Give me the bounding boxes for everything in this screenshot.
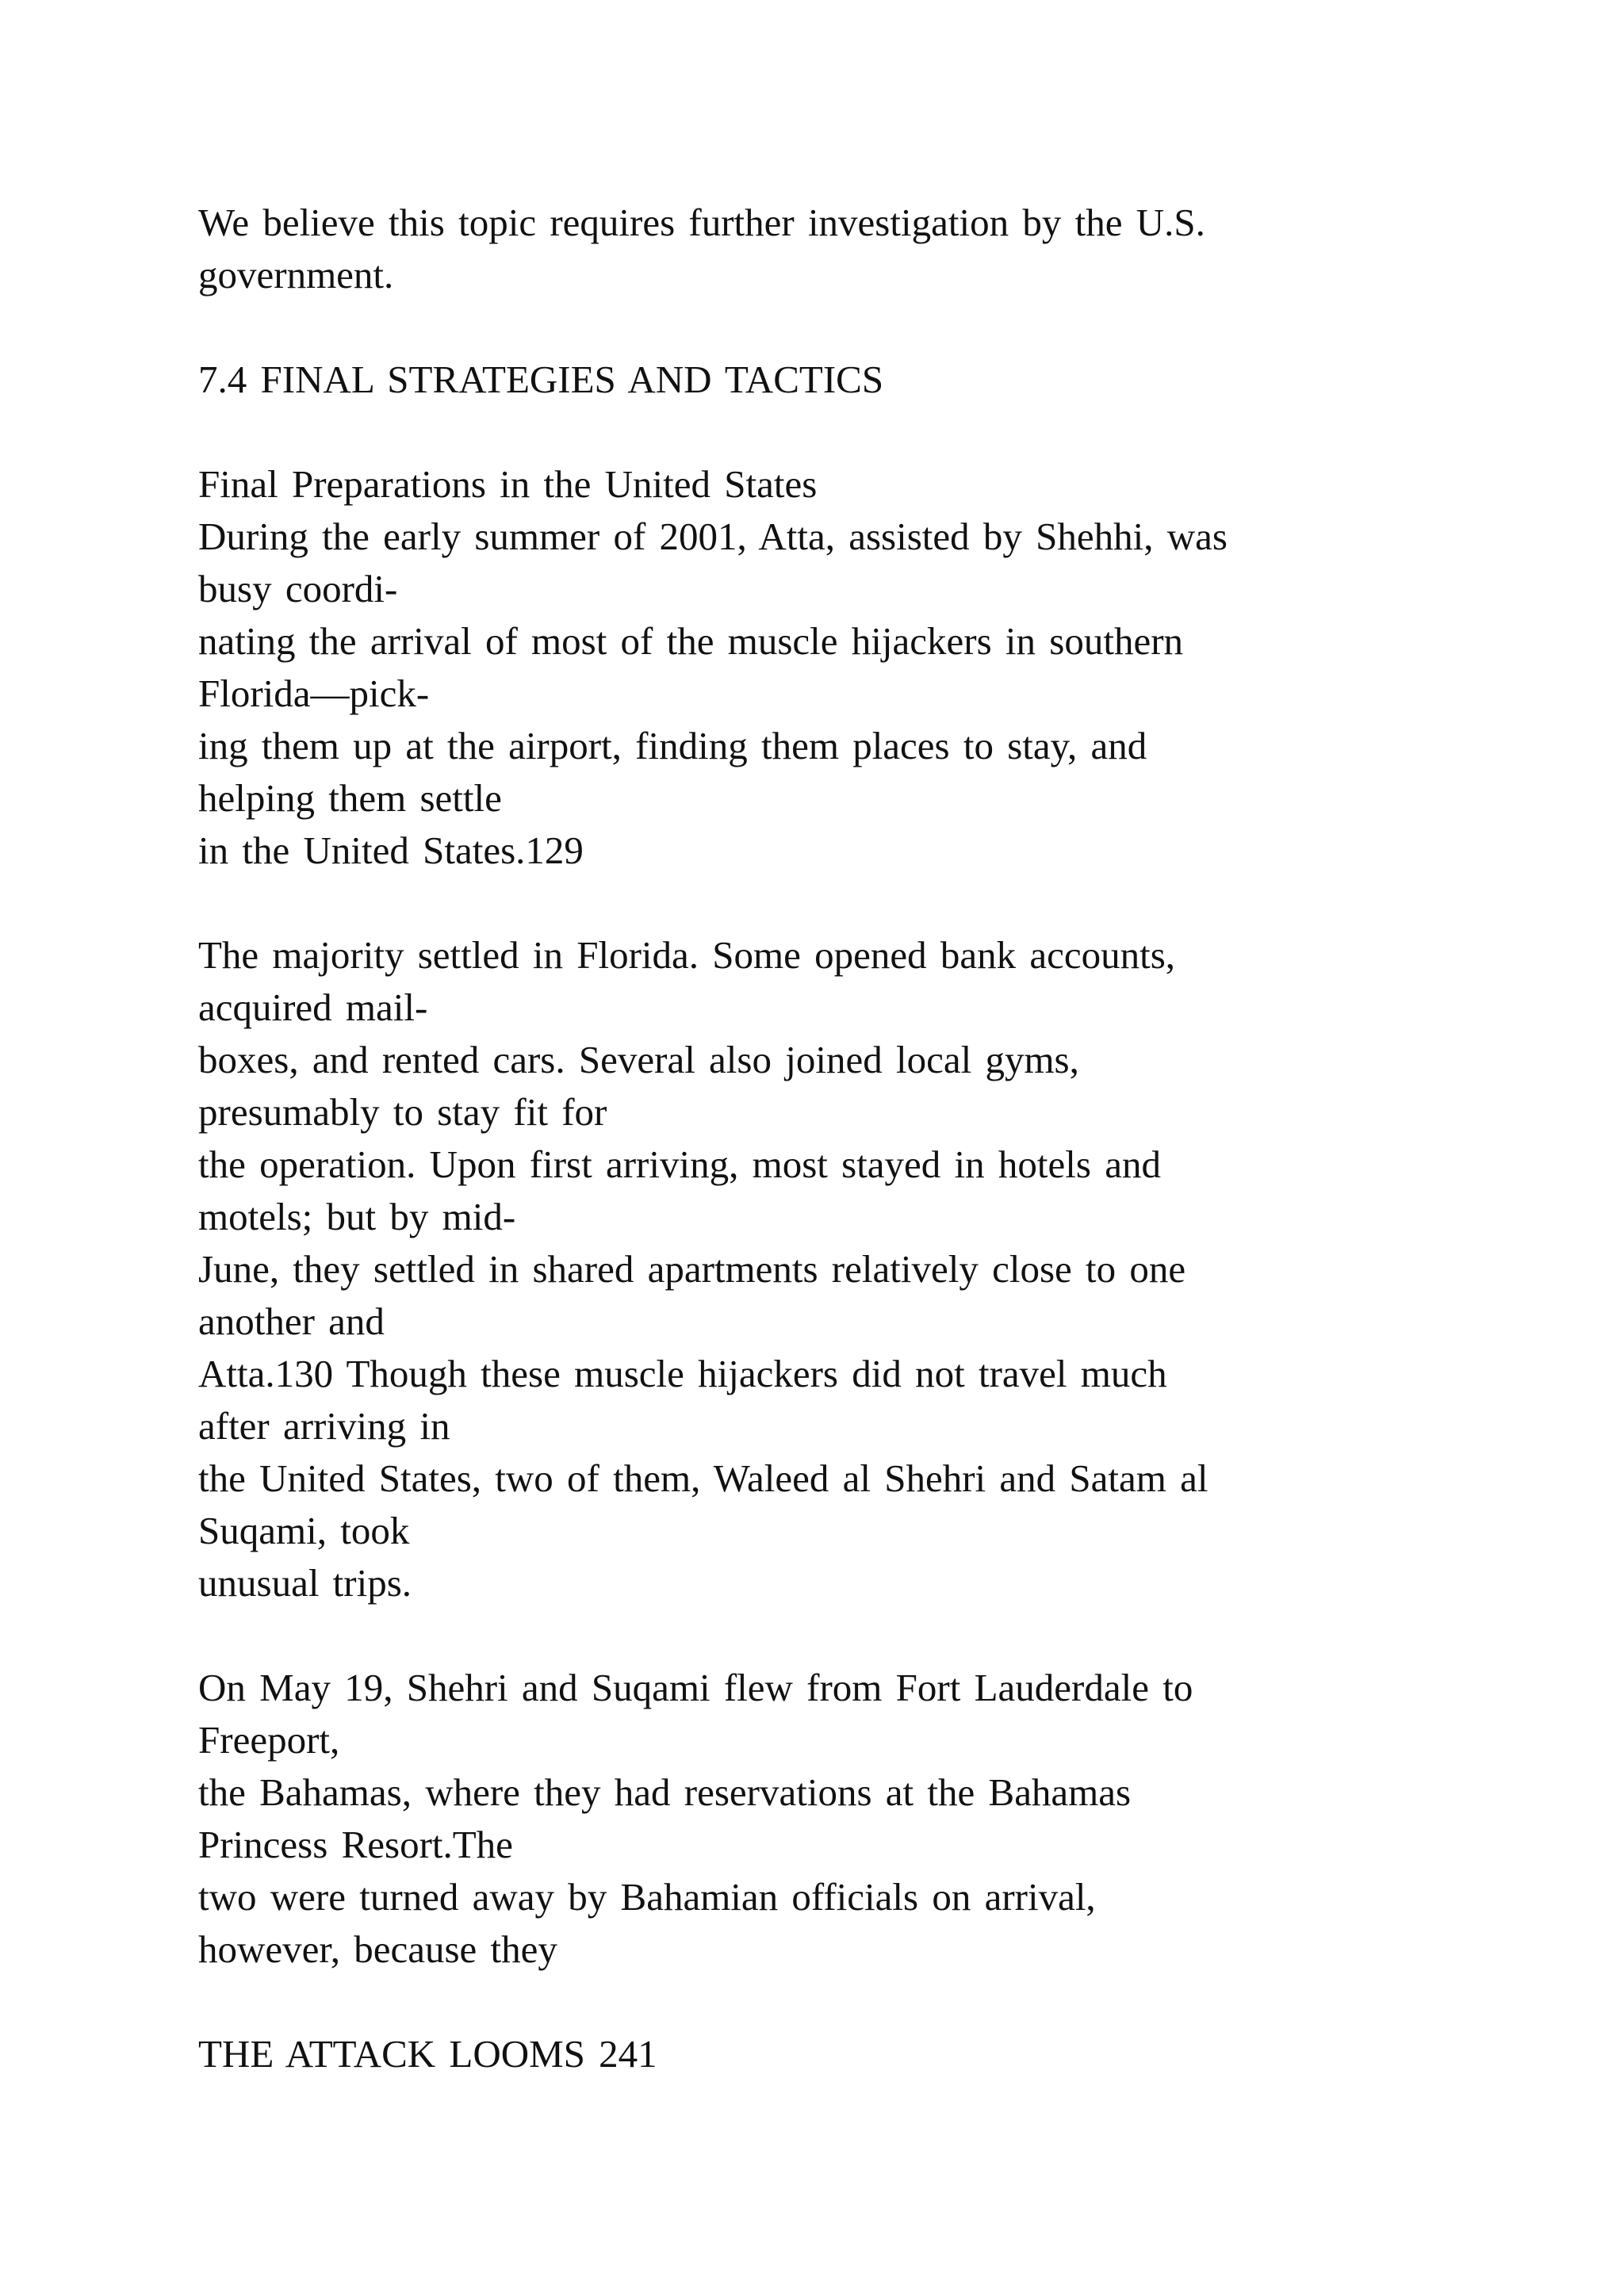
text-line: government. (198, 253, 394, 297)
text-line: Freeport, (198, 1718, 340, 1762)
text-line: presumably to stay fit for (198, 1090, 607, 1134)
text-line: Atta.130 Though these muscle hijackers did not travel much (198, 1352, 1167, 1395)
text-line: helping them settle (198, 776, 502, 820)
text-line: however, because they (198, 1927, 557, 1971)
text-line: ing them up at the airport, finding them places to stay, and (198, 724, 1147, 767)
text-line: The majority settled in Florida. Some opened bank accounts, (198, 933, 1176, 977)
subsection-heading: Final Preparations in the United States (198, 462, 818, 506)
text-line: after arriving in (198, 1404, 450, 1448)
text-line: nating the arrival of most of the muscle hijackers in southern (198, 619, 1184, 663)
text-line: June, they settled in shared apartments relatively close to one (198, 1247, 1186, 1291)
text-line: motels; but by mid- (198, 1195, 516, 1238)
text-line: two were turned away by Bahamian officials on arrival, (198, 1875, 1096, 1919)
text-line: On May 19, Shehri and Suqami flew from Fort Lauderdale to (198, 1666, 1193, 1709)
text-line: the United States, two of them, Waleed al Shehri and Satam al (198, 1456, 1208, 1500)
text-line: Princess Resort.The (198, 1823, 513, 1866)
text-line: in the United States.129 (198, 828, 584, 872)
text-line: acquired mail- (198, 985, 428, 1029)
text-line: Florida—pick- (198, 672, 430, 715)
text-line: unusual trips. (198, 1561, 412, 1605)
text-line: the operation. Upon first arriving, most stayed in hotels and (198, 1142, 1161, 1186)
text-line: boxes, and rented cars. Several also joined local gyms, (198, 1038, 1079, 1081)
section-heading: 7.4 FINAL STRATEGIES AND TACTICS (198, 358, 884, 401)
text-line: the Bahamas, where they had reservations at the Bahamas (198, 1770, 1132, 1814)
page-footer: THE ATTACK LOOMS 241 (198, 2032, 657, 2076)
text-line: busy coordi- (198, 567, 398, 610)
text-line: Suqami, took (198, 1509, 410, 1552)
text-line: During the early summer of 2001, Atta, assisted by Shehhi, was (198, 515, 1228, 558)
text-line: another and (198, 1299, 385, 1343)
text-line: We believe this topic requires further investigation by the U.S. (198, 201, 1205, 244)
